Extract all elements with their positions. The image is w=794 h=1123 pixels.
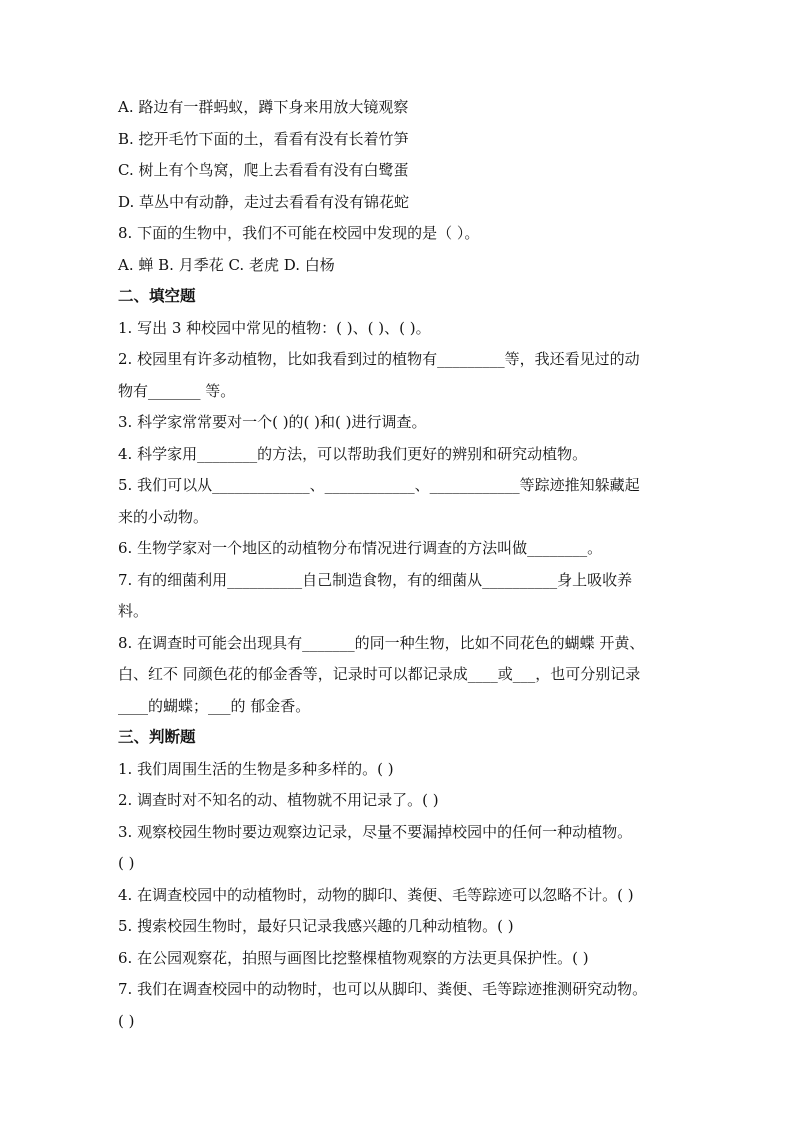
judge-question-3-cont: ( ) — [118, 854, 135, 872]
judge-question-7-cont: ( ) — [118, 1011, 135, 1030]
fill-question-3: 3. 科学家常常要对一个( )的( )和( )进行调查。 — [118, 413, 427, 431]
judge-question-5: 5. 搜索校园生物时，最好只记录我感兴趣的几种动植物。( ) — [118, 917, 514, 935]
fill-question-2: 2. 校园里有许多动植物，比如我看到过的植物有_________等，我还看见过的动 — [118, 350, 640, 368]
question-8-options: A. 蝉 B. 月季花 C. 老虎 D. 白杨 — [118, 255, 335, 274]
judge-question-2: 2. 调查时对不知名的动、植物就不用记录了。( ) — [118, 791, 439, 809]
fill-question-2-cont: 物有_______ 等。 — [118, 381, 236, 400]
option-d-snake: D. 草丛中有动静，走过去看看有没有锦花蛇 — [118, 192, 410, 211]
judge-question-4: 4. 在调查校园中的动植物时，动物的脚印、粪便、毛等踪迹可以忽略不计。( ) — [118, 885, 634, 904]
fill-question-7: 7. 有的细菌利用__________自己制造食物，有的细菌从__________身上吸收养 — [118, 570, 633, 589]
section-heading-fill-blank: 二、填空题 — [118, 287, 196, 305]
judge-question-3: 3. 观察校园生物时要边观察边记录，尽量不要漏掉校园中的任何一种动植物。 — [118, 822, 633, 841]
judge-question-6: 6. 在公园观察花，拍照与画图比挖整棵植物观察的方法更具保护性。( ) — [118, 948, 589, 967]
fill-question-1: 1. 写出 3 种校园中常见的植物：( )、( )、( )。 — [118, 318, 431, 337]
fill-question-8-cont2: ____的蝴蝶；___的 郁金香。 — [118, 696, 311, 715]
option-c-bird-nest: C. 树上有个鸟窝，爬上去看看有没有白鹭蛋 — [118, 161, 409, 179]
fill-question-4: 4. 科学家用________的方法，可以帮助我们更好的辨别和研究动植物。 — [118, 444, 588, 463]
fill-question-8: 8. 在调查时可能会出现具有_______的同一种生物，比如不同花色的蝴蝶 开黄、 — [118, 633, 645, 652]
fill-question-5-cont: 来的小动物。 — [118, 507, 209, 526]
question-8: 8. 下面的生物中，我们不可能在校园中发现的是（ ）。 — [118, 224, 480, 242]
judge-question-1: 1. 我们周围生活的生物是多种多样的。( ) — [118, 759, 394, 778]
fill-question-5: 5. 我们可以从_____________、____________、____________等踪迹推知躲藏起 — [118, 476, 640, 494]
document-page — [118, 92, 698, 1037]
fill-question-6: 6. 生物学家对一个地区的动植物分布情况进行调查的方法叫做________。 — [118, 539, 603, 557]
option-a-ants: A. 路边有一群蚂蚁，蹲下身来用放大镜观察 — [118, 98, 409, 116]
fill-question-8-cont: 白、红不 同颜色花的郁金香等，记录时可以都记录成____或___，也可分别记录 — [118, 665, 641, 683]
option-b-bamboo: B. 挖开毛竹下面的土，看看有没有长着竹笋 — [118, 129, 409, 148]
judge-question-7: 7. 我们在调查校园中的动物时，也可以从脚印、粪便、毛等踪迹推测研究动物。 — [118, 980, 648, 998]
section-heading-true-false: 三、判断题 — [118, 728, 196, 746]
fill-question-7-cont: 料。 — [118, 602, 149, 620]
